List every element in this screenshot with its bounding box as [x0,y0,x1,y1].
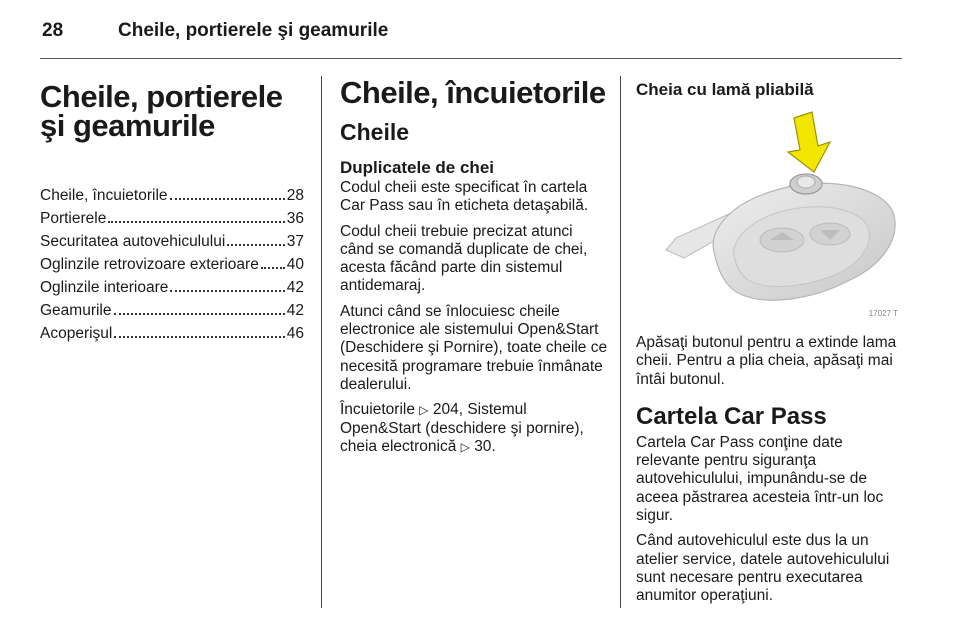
toc-leader [170,289,284,292]
toc-leader [170,197,285,200]
keys-locks-column [340,75,610,463]
toc-item-title: Acoperişul [40,325,113,342]
toc-item-page: 46 [286,325,304,342]
toc-item-page: 36 [286,210,304,227]
toc-item-page: 40 [286,256,304,273]
key-drawing [636,110,901,322]
toc-item-page: 28 [286,187,304,204]
toc-leader [114,335,284,338]
toc-item-title: Oglinzile retrovizoare exterioare [40,256,259,273]
paragraph: Când autovehiculul este dus la un atelier service, datele autovehiculului sunt necesare pentru executarea anumitor operaţiuni. [636,532,890,605]
section-title: Cheile, încuietorile [340,75,606,110]
toc-item[interactable] [40,322,304,345]
toc-item-title: Oglinzile interioare [40,279,169,296]
ref-text: . [491,437,496,455]
chapter-contents-column [40,79,304,345]
paragraph-with-refs [340,401,610,456]
page-reference-icon: ▷ [419,403,429,418]
running-header: Cheile, portierele şi geamurile [118,20,389,41]
section-title: Cartela Car Pass [636,402,827,430]
toc-leader [108,220,284,223]
paragraph: Codul cheii este specificat în cartela Car Pass sau în eticheta detaşabilă. [340,179,589,215]
subsection-title: Cheile [340,119,410,145]
folding-key-illustration [636,110,901,322]
paragraph: Codul cheii trebuie precizat atunci când se comandă duplicate de chei, acesta făcând parte din sistemul antidemaraj. [340,222,588,295]
toc-item[interactable] [40,230,304,253]
toc-item-title: Securitatea autovehiculului [40,233,226,250]
toc-item[interactable] [40,184,304,207]
chapter-title: Cheile, portierele şi geamurile [40,79,283,143]
header-rule [40,58,902,59]
toc-item-title: Portierele [40,210,107,227]
toc-leader [227,243,284,246]
page-reference[interactable]: 30 [474,437,492,455]
sub-subsection-title: Duplicatele de chei [340,158,494,177]
toc-item-page: 37 [286,233,304,250]
page-number: 28 [42,20,64,41]
toc-item[interactable] [40,276,304,299]
press-arrow-icon [788,112,830,172]
toc-item-title: Geamurile [40,302,112,319]
figure-code: 17027 T [868,309,898,318]
ref-text: , Sistemul Open&Start (deschidere şi pornire), cheia electronică [340,401,584,455]
toc-item-page: 42 [286,279,304,296]
toc-item[interactable] [40,253,304,276]
page-reference[interactable]: 204 [432,401,459,419]
paragraph: Cartela Car Pass conţine date relevante pentru siguranţa autovehiculului, impunându-se de aceea păstrarea acesteia într-un loc sigur. [636,433,884,525]
column-divider [321,76,322,608]
toc-item[interactable] [40,299,304,322]
toc-leader [261,266,285,269]
toc-leader [114,312,285,315]
page-reference-icon: ▷ [460,439,470,454]
paragraph: Atunci când se înlocuiesc cheile electronice ale sistemului Open&Start (Deschidere şi Pornire), toate cheile ce necesită programare trebuie înmânate dealerului. [340,302,608,393]
table-of-contents [40,184,304,345]
folding-key-column [636,80,906,613]
ref-text: Încuietorile [340,401,415,419]
toc-item[interactable] [40,207,304,230]
toc-item-title: Cheile, încuietorile [40,187,168,204]
toc-item-page: 42 [286,302,304,319]
column-divider [620,76,621,608]
section-heading: Cheia cu lamă pliabilă [636,80,814,99]
paragraph: Apăsaţi butonul pentru a extinde lama cheii. Pentru a plia cheia, apăsaţi mai întâi butonul. [636,334,897,388]
